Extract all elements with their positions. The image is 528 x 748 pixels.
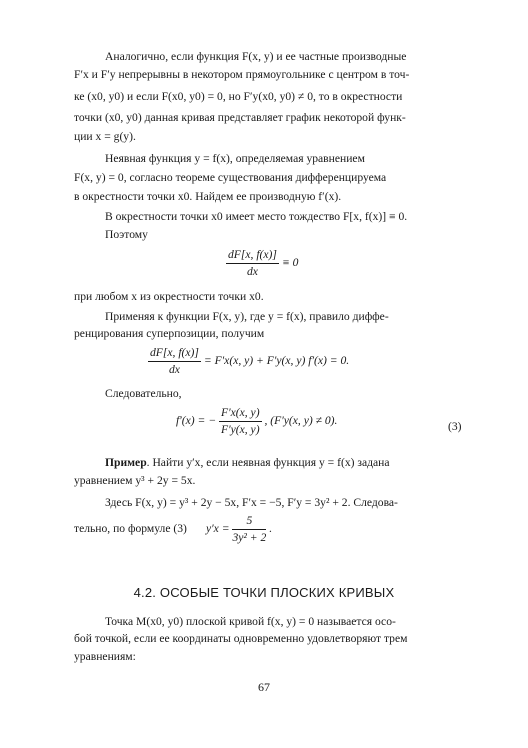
text-line: Аналогично, если функция F(x, y) и ее частные производные [105, 50, 407, 63]
text-line: Применяя к функции F(x, y), где y = f(x), правило диффе- [105, 310, 389, 323]
equation-2: $\frac{dF[x, f(x)]}{dx}$ = F′x(x, y) + F′y(x, y) f′(x) = 0. [150, 346, 350, 376]
text-line: Пример. Найти y′x, если неявная функция y = f(x) задана [105, 456, 390, 469]
text-line: уравнениям: [74, 650, 136, 663]
text-line: уравнением y³ + 2y = 5x. [74, 474, 196, 487]
text-line: Неявная функция y = f(x), определяемая уравнением [105, 152, 365, 165]
text-line: Точка M(x0, y0) плоской кривой f(x, y) = 0 называется осо- [105, 615, 396, 628]
text-line: в окрестности точки x0. Найдем ее производную f′(x). [74, 190, 342, 203]
text-line: F(x, y) = 0, согласно теореме существования дифференцируема [74, 171, 387, 184]
equation-number: (3) [448, 420, 462, 433]
text-line: В окрестности точки x0 имеет место тождество F[x, f(x)] ≡ 0. [105, 210, 408, 223]
text-line: F′x и F′y непрерывны в некотором прямоугольнике с центром в точ- [74, 68, 410, 81]
page-number: 67 [258, 680, 270, 694]
equation-3: f′(x) = − $\frac{F'x(x, y)}{F'y(x, y)}$ , (F′y(x, y) ≠ 0). [176, 406, 338, 436]
text-line: Следовательно, [105, 387, 182, 400]
text-line: бой точкой, если ее координаты одновременно удовлетворяют трем [74, 632, 408, 645]
equation-4: y′x = $\frac{5}{\text{3y² + 2}}$ . [206, 514, 273, 544]
text-line: Здесь F(x, y) = y³ + 2y − 5x, F′x = −5, F′y = 3y² + 2. Следова- [105, 496, 398, 509]
text-line: тельно, по формуле (3) [74, 522, 187, 535]
text-line: при любом x из окрестности точки x0. [74, 290, 264, 303]
text-line: точки (x0, y0) данная кривая представляет график некоторой функ- [74, 111, 406, 124]
section-heading: 4.2. ОСОБЫЕ ТОЧКИ ПЛОСКИХ КРИВЫХ [133, 585, 395, 600]
text-line: ке (x0, y0) и если F(x0, y0) = 0, но F′y(x0, y0) ≠ 0, то в окрестности [74, 90, 403, 103]
text-line: ции x = g(y). [74, 130, 136, 143]
equation-1: $\frac{dF[x, f(x)]}{dx}$ ≡ 0 [228, 248, 299, 278]
text-line: ренцирования суперпозиции, получим [74, 327, 265, 340]
text-line: Поэтому [105, 228, 148, 241]
